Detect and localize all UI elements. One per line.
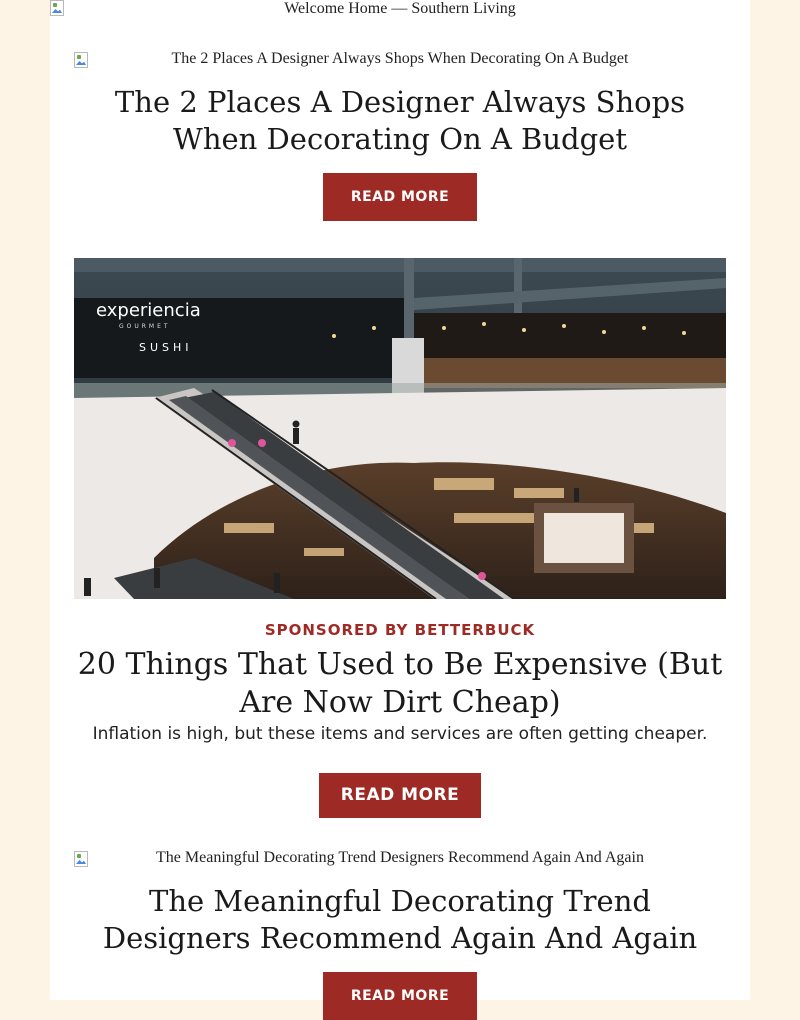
article-1-headline[interactable] — [50, 84, 750, 158]
headline-line: The 2 Places A Designer Always Shops — [114, 85, 686, 119]
article-3-read-more-button[interactable]: READ MORE — [323, 972, 477, 1020]
article-2-dek: Inflation is high, but these items and services are often getting cheaper. — [92, 724, 708, 744]
sponsored-label: SPONSORED BY BETTERBUCK — [264, 621, 536, 639]
email-content-column — [50, 0, 750, 1004]
article-3-image-alt[interactable]: The Meaningful Decorating Trend Designers Recommend Again And Again — [156, 849, 644, 866]
mall-escalator-photo — [74, 258, 726, 599]
headline-line: 20 Things That Used to Be Expensive (But — [77, 647, 723, 682]
article-1-image-alt[interactable]: The 2 Places A Designer Always Shops When Decorating On A Budget — [171, 50, 629, 67]
article-1-read-more-button[interactable]: READ MORE — [323, 173, 477, 221]
header-logo-alt[interactable]: Welcome Home — Southern Living — [284, 0, 516, 17]
headline-line: When Decorating On A Budget — [173, 122, 627, 156]
headline-line: Are Now Dirt Cheap) — [239, 685, 561, 720]
headline-line: The Meaningful Decorating Trend — [149, 884, 651, 918]
sushi-sign: SUSHI — [139, 341, 193, 354]
store-sub-sign: GOURMET — [119, 323, 171, 330]
article-2-photo[interactable] — [74, 258, 726, 599]
article-2-read-more-button[interactable]: READ MORE — [319, 773, 481, 818]
article-3-headline[interactable] — [50, 883, 750, 957]
store-sign: experiencia — [96, 300, 201, 321]
article-2-headline[interactable] — [50, 646, 750, 722]
headline-line: Designers Recommend Again And Again — [102, 921, 698, 955]
